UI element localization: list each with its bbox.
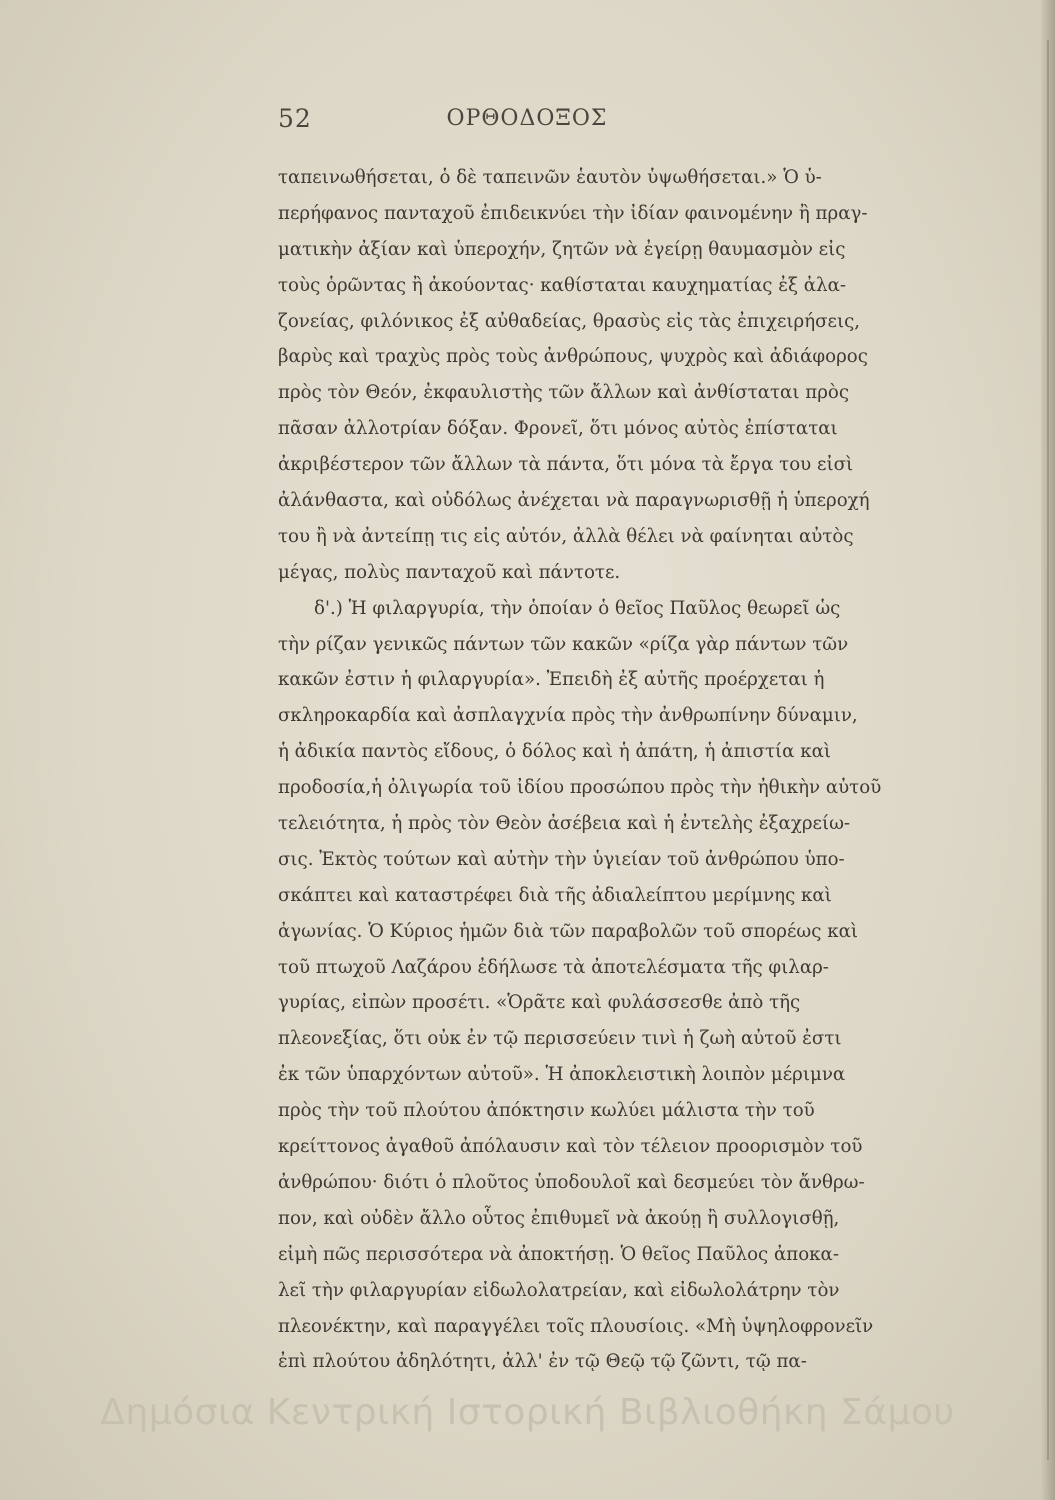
text-line: πλεονεξίας, ὅτι οὐκ ἐν τῷ περισσεύειν τινὶ ἡ ζωὴ αὐτοῦ ἐστι: [278, 1028, 842, 1050]
text-line: δ'.) Ἡ φιλαργυρία, τὴν ὁποίαν ὁ θεῖος Παῦλος θεωρεῖ ὡς: [314, 597, 841, 619]
library-watermark: Δημόσια Κεντρική Ιστορική Βιβλιοθήκη Σάμου: [100, 1392, 955, 1433]
text-line: ἡ ἀδικία παντὸς εἴδους, ὁ δόλος καὶ ἡ ἀπάτη, ἡ ἀπιστία καὶ: [278, 741, 831, 763]
text-line: τὴν ρίζαν γενικῶς πάντων τῶν κακῶν «ρίζα γὰρ πάντων τῶν: [278, 633, 849, 655]
text-line: τοῦ πτωχοῦ Λαζάρου ἐδήλωσε τὰ ἀποτελέσματα τῆς φιλαρ-: [278, 956, 829, 978]
text-line: προδοσία,ἡ ὀλιγωρία τοῦ ἰδίου προσώπου πρὸς τὴν ἠθικὴν αὐτοῦ: [278, 777, 882, 799]
text-line: τοὺς ὁρῶντας ἢ ἀκούοντας· καθίσταται καυχηματίας ἐξ ἀλα-: [278, 274, 847, 296]
text-line: τελειότητα, ἡ πρὸς τὸν Θεὸν ἀσέβεια καὶ ἡ ἐντελὴς ἐξαχρείω-: [278, 813, 851, 835]
text-line: ἐπὶ πλούτου ἀδηλότητι, ἀλλ' ἐν τῷ Θεῷ τῷ ζῶντι, τῷ πα-: [278, 1351, 807, 1373]
text-line: πλεονέκτην, καὶ παραγγέλει τοῖς πλουσίοις. «Μὴ ὑψηλοφρονεῖν: [278, 1315, 874, 1337]
text-line: πᾶσαν ἀλλοτρίαν δόξαν. Φρονεῖ, ὅτι μόνος αὐτὸς ἐπίσταται: [278, 418, 838, 440]
text-line: ἐκ τῶν ὑπαρχόντων αὐτοῦ». Ἡ ἀποκλειστικὴ λοιπὸν μέριμνα: [278, 1064, 846, 1086]
text-line: περήφανος πανταχοῦ ἐπιδεικνύει τὴν ἰδίαν φαινομένην ἢ πραγ-: [278, 202, 868, 224]
text-line: ταπεινωθήσεται, ὁ δὲ ταπεινῶν ἑαυτὸν ὑψωθήσεται.» Ὁ ὑ-: [278, 167, 822, 188]
text-line: κρείττονος ἀγαθοῦ ἀπόλαυσιν καὶ τὸν τέλειον προορισμὸν τοῦ: [278, 1136, 863, 1158]
text-line: σις. Ἐκτὸς τούτων καὶ αὐτὴν τὴν ὑγιείαν τοῦ ἀνθρώπου ὑπο-: [278, 848, 845, 870]
running-title: ΟΡΘΟΔΟΞΟΣ: [446, 106, 608, 131]
text-line: κακῶν ἐστιν ἡ φιλαργυρία». Ἐπειδὴ ἐξ αὐτῆς προέρχεται ἡ: [278, 669, 825, 691]
text-line: ἀγωνίας. Ὁ Κύριος ἡμῶν διὰ τῶν παραβολῶν τοῦ σπορέως καὶ: [278, 920, 858, 942]
text-line: πρὸς τὸν Θεόν, ἐκφαυλιστὴς τῶν ἄλλων καὶ ἀνθίσταται πρὸς: [278, 382, 850, 404]
text-line: ζονείας, φιλόνικος ἐξ αὐθαδείας, θρασὺς εἰς τὰς ἐπιχειρήσεις,: [278, 310, 861, 332]
text-line: του ἢ νὰ ἀντείπῃ τις εἰς αὐτόν, ἀλλὰ θέλει νὰ φαίνηται αὐτὸς: [278, 525, 854, 547]
body-text: [278, 160, 882, 1380]
text-line: ἀνθρώπου· διότι ὁ πλοῦτος ὑποδουλοῖ καὶ δεσμεύει τὸν ἄνθρω-: [278, 1171, 865, 1193]
text-line: λεῖ τὴν φιλαργυρίαν εἰδωλολατρείαν, καὶ εἰδωλολάτρην τὸν: [278, 1279, 840, 1301]
text-line: βαρὺς καὶ τραχὺς πρὸς τοὺς ἀνθρώπους, ψυχρὸς καὶ ἀδιάφορος: [278, 346, 868, 368]
text-line: σκάπτει καὶ καταστρέφει διὰ τῆς ἀδιαλείπτου μερίμνης καὶ: [278, 884, 832, 906]
page-edge-line: [1047, 40, 1049, 1460]
text-line: ἀκριβέστερον τῶν ἄλλων τὰ πάντα, ὅτι μόνα τὰ ἔργα του εἰσὶ: [278, 454, 854, 476]
page-header: [278, 104, 776, 144]
text-line: πον, καὶ οὐδὲν ἄλλο οὗτος ἐπιθυμεῖ νὰ ἀκούῃ ἢ συλλογισθῇ,: [278, 1207, 840, 1229]
text-line: μέγας, πολὺς πανταχοῦ καὶ πάντοτε.: [278, 561, 621, 583]
text-line: ματικὴν ἀξίαν καὶ ὑπεροχήν, ζητῶν νὰ ἐγείρῃ θαυμασμὸν εἰς: [278, 238, 846, 260]
page-number: 52: [278, 104, 312, 133]
text-line: ἀλάνθαστα, καὶ οὐδόλως ἀνέχεται νὰ παραγνωρισθῇ ἡ ὑπεροχή: [278, 490, 870, 512]
text-line: πρὸς τὴν τοῦ πλούτου ἀπόκτησιν κωλύει μάλιστα τὴν τοῦ: [278, 1100, 815, 1122]
text-line: εἰμὴ πῶς περισσότερα νὰ ἀποκτήσῃ. Ὁ θεῖος Παῦλος ἀποκα-: [278, 1243, 839, 1265]
text-line: σκληροκαρδία καὶ ἀσπλαγχνία πρὸς τὴν ἀνθρωπίνην δύναμιν,: [278, 705, 858, 727]
text-line: γυρίας, εἰπὼν προσέτι. «Ὁρᾶτε καὶ φυλάσσεσθε ἀπὸ τῆς: [278, 992, 801, 1014]
